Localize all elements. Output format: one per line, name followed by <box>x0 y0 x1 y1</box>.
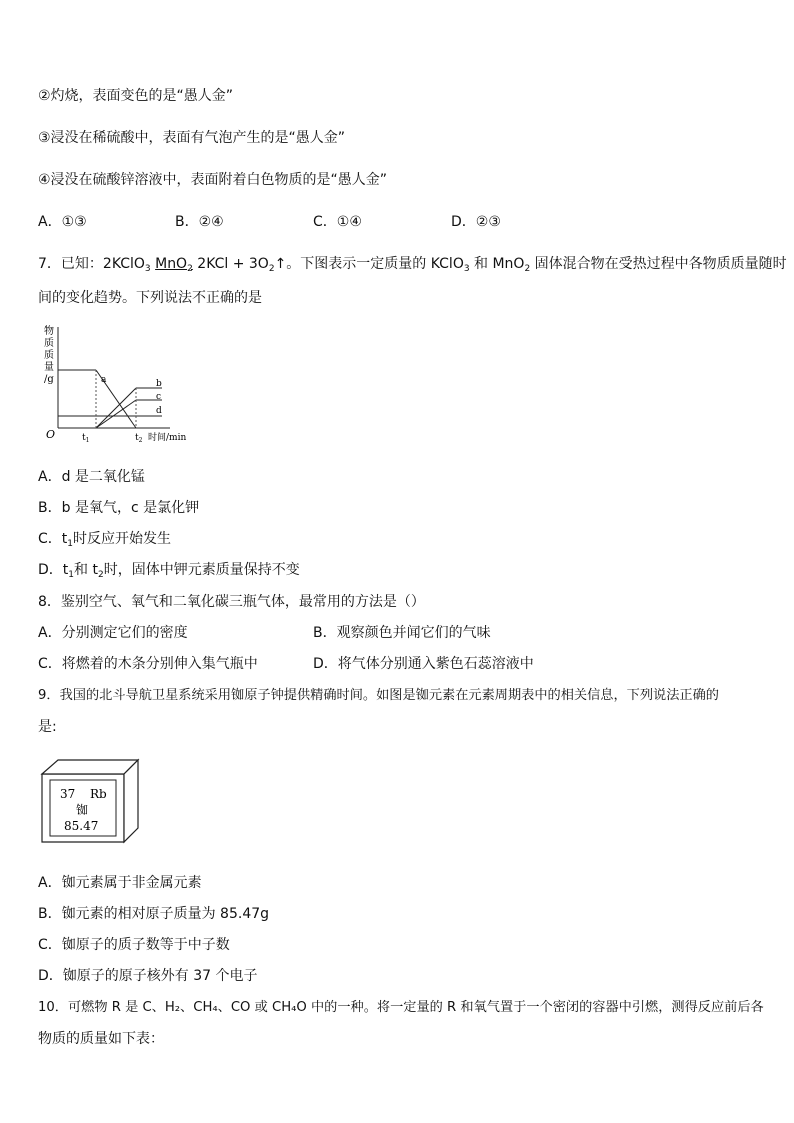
ylabel-char-2: 质 <box>44 338 54 349</box>
tick-t1: $t_1$ <box>82 433 90 444</box>
q6-option-a: A．①③ <box>38 214 87 230</box>
ylabel-char-4: 量 <box>44 362 54 373</box>
label-d: d <box>156 406 162 416</box>
q8-option-c: C．将燃着的木条分别伸入集气瓶中 <box>38 656 258 672</box>
label-c: c <box>156 392 162 402</box>
q9-stem-line1: 9．我国的北斗导航卫星系统采用铷原子钟提供精确时间。如图是铷元素在元素周期表中的相关信息，下列说法正确的 <box>38 688 719 703</box>
q7-option-b: B．b 是氧气，c 是氯化钾 <box>38 500 200 516</box>
q9-option-d: D．铷原子的原子核外有 37 个电子 <box>38 968 258 984</box>
atomic-mass: 85.47 <box>64 819 99 833</box>
q8-option-b: B．观察颜色并闻它们的气味 <box>313 625 491 641</box>
mass-time-graph <box>38 322 210 446</box>
atomic-number: 37 <box>60 787 76 801</box>
q8-option-a: A．分别测定它们的密度 <box>38 625 188 641</box>
series-b-rise <box>96 388 136 428</box>
q10-stem-line2: 物质的质量如下表： <box>38 1031 164 1047</box>
q7-option-c: C．$t_1$时反应开始发生 <box>38 531 171 549</box>
q9-option-c: C．铷原子的质子数等于中子数 <box>38 937 230 953</box>
rubidium-element-cell <box>40 758 140 844</box>
cube-top <box>42 760 138 774</box>
q6-option-d: D．②③ <box>451 214 501 230</box>
q8-stem: 8．鉴别空气、氧气和二氧化碳三瓶气体，最常用的方法是（） <box>38 594 425 610</box>
q9-stem-line2: 是: <box>38 719 57 735</box>
q7-stem-line1: 7．已知：2KClO$_3$ MnO$_2$ $2KCl + 3O_2↑$。下图表示一定质量的 KClO$_3$ 和 MnO$_2$ 固体混合物在受热过程中各物质质量随时 <box>38 256 787 274</box>
q9-option-b: B．铷元素的相对原子质量为 85.47g <box>38 906 270 922</box>
statement-2: ②灼烧，表面变色的是“愚人金” <box>38 88 234 104</box>
q6-option-b: B．②④ <box>175 214 224 230</box>
q7-stem-line2: 间的变化趋势。下列说法不正确的是 <box>38 290 262 306</box>
q9-option-a: A．铷元素属于非金属元素 <box>38 875 202 891</box>
q8-option-d: D．将气体分别通入紫色石蕊溶液中 <box>313 656 534 672</box>
q7-option-a: A．d 是二氧化锰 <box>38 469 145 485</box>
ylabel-char-1: 物 <box>44 326 54 337</box>
series-c-rise <box>96 400 136 428</box>
q7-option-d: D．$t_1$和 $t_2$时，固体中钾元素质量保持不变 <box>38 562 300 580</box>
element-symbol: Rb <box>90 787 107 801</box>
catalyst-label: MnO$_2$ <box>155 256 193 274</box>
statement-4: ④浸没在硫酸锌溶液中，表面附着白色物质的是“愚人金” <box>38 172 388 188</box>
x-axis-label: 时间/min <box>148 433 187 443</box>
element-name: 铷 <box>76 803 89 817</box>
ylabel-char-5: /g <box>44 374 54 385</box>
origin-label: O <box>46 428 56 441</box>
tick-t2: $t_2$ <box>135 433 143 444</box>
q10-stem-line1: 10．可燃物 R 是 C、H₂、CH₄、CO 或 CH₄O 中的一种。将一定量的 R 和氧气置于一个密闭的容器中引燃，测得反应前后各 <box>38 1000 764 1015</box>
label-b: b <box>156 379 162 389</box>
label-a: a <box>101 375 107 385</box>
cube-side <box>124 760 138 842</box>
q6-option-c: C．①④ <box>313 214 362 230</box>
ylabel-char-3: 质 <box>44 350 54 361</box>
statement-3: ③浸没在稀硫酸中，表面有气泡产生的是“愚人金” <box>38 130 346 146</box>
